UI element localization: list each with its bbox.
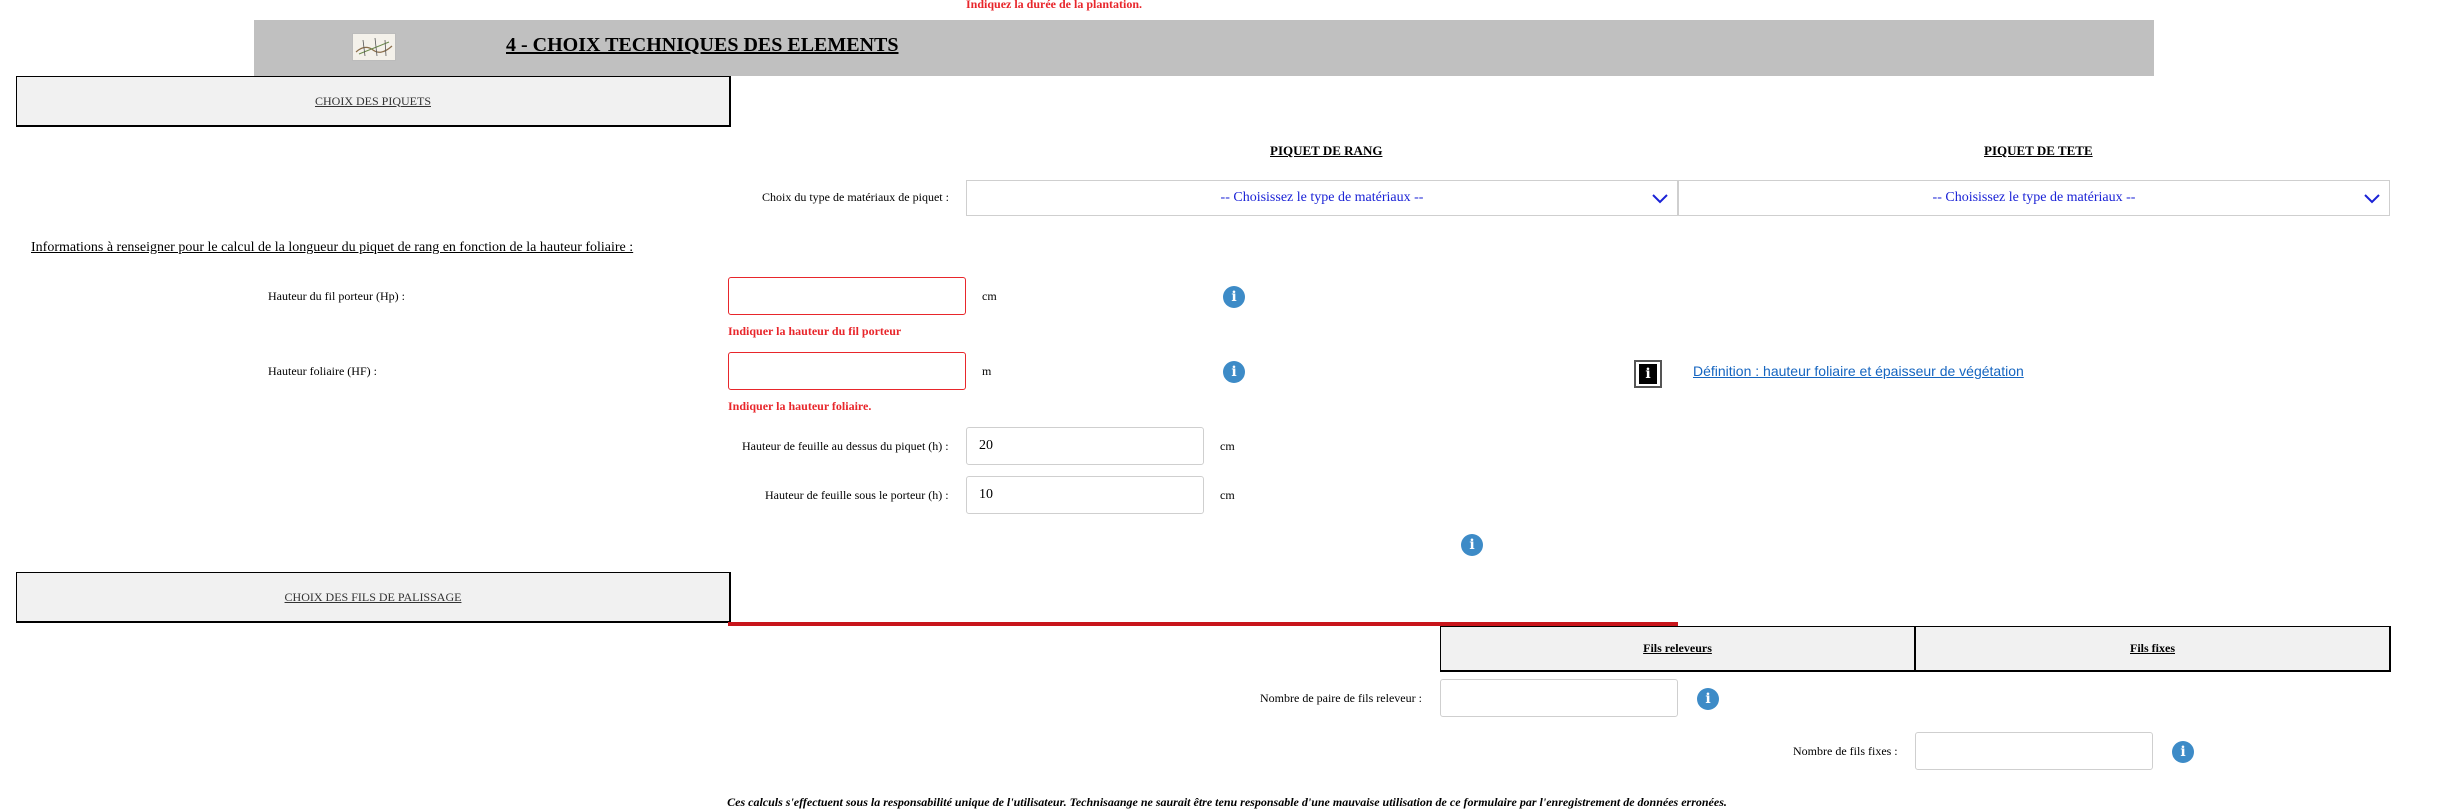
foliaire-unit: m [982, 364, 992, 378]
fils-fixes-label: Nombre de fils fixes : [1793, 744, 1898, 758]
feuille-sous-unit: cm [1220, 488, 1235, 502]
plantation-duration-error: Indiquez la durée de la plantation. [966, 0, 1143, 11]
material-type-label: Choix du type de matériaux de piquet : [762, 190, 949, 204]
material-select-tete[interactable] [1678, 180, 2390, 216]
chevron-down-icon [1651, 190, 1669, 208]
feuille-sous-input[interactable]: 10 [966, 476, 1204, 514]
vineyard-logo [352, 33, 396, 61]
fil-porteur-unit: cm [982, 289, 997, 303]
paires-releveur-input[interactable] [1440, 679, 1678, 717]
info-icon[interactable]: i [1461, 534, 1483, 556]
foliaire-input[interactable] [728, 352, 966, 390]
info-icon[interactable]: i [2172, 741, 2194, 763]
material-select-rang[interactable] [966, 180, 1678, 216]
disclaimer: Ces calculs s'effectuent sous la responsabilité unique de l'utilisateur. Technisaange ne saurait être tenu responsable d'une mauvaise utilisation de ce formulaire par l'enregistrement de données erronées. [727, 795, 1727, 809]
tab-fils-fixes[interactable]: Fils fixes [1915, 626, 2391, 672]
feuille-dessus-label: Hauteur de feuille au dessus du piquet (h) : [742, 439, 949, 453]
section-choix-fils[interactable]: CHOIX DES FILS DE PALISSAGE [16, 572, 731, 623]
info-square-icon[interactable]: i [1634, 360, 1662, 388]
foliaire-label: Hauteur foliaire (HF) : [268, 364, 377, 378]
paires-releveur-label: Nombre de paire de fils releveur : [1260, 691, 1422, 705]
feuille-dessus-input[interactable]: 20 [966, 427, 1204, 465]
material-select-rang-value: -- Choisissez le type de matériaux -- [1220, 190, 1424, 205]
foliage-info-heading: Informations à renseigner pour le calcul de la longueur du piquet de rang en fonction de la hauteur foliaire : [31, 240, 634, 255]
fil-porteur-label: Hauteur du fil porteur (Hp) : [268, 289, 405, 303]
chevron-down-icon [2363, 190, 2381, 208]
info-icon[interactable]: i [1697, 688, 1719, 710]
info-icon[interactable]: i [1223, 286, 1245, 308]
fil-porteur-error: Indiquer la hauteur du fil porteur [728, 324, 902, 338]
info-icon[interactable]: i [1223, 361, 1245, 383]
definition-link[interactable]: Définition : hauteur foliaire et épaisseur de végétation [1693, 363, 2024, 379]
column-header-piquet-tete: PIQUET DE TETE [1984, 143, 2093, 158]
foliaire-error: Indiquer la hauteur foliaire. [728, 399, 872, 413]
fil-porteur-input[interactable] [728, 277, 966, 315]
feuille-dessus-unit: cm [1220, 439, 1235, 453]
column-header-piquet-rang: PIQUET DE RANG [1270, 143, 1383, 158]
page-title: 4 - CHOIX TECHNIQUES DES ELEMENTS [506, 34, 899, 56]
tab-fils-releveurs[interactable]: Fils releveurs [1440, 626, 1916, 672]
section-choix-piquets[interactable]: CHOIX DES PIQUETS [16, 76, 731, 127]
feuille-sous-label: Hauteur de feuille sous le porteur (h) : [765, 488, 949, 502]
material-select-tete-value: -- Choisissez le type de matériaux -- [1932, 190, 2136, 205]
fils-fixes-input[interactable] [1915, 732, 2153, 770]
